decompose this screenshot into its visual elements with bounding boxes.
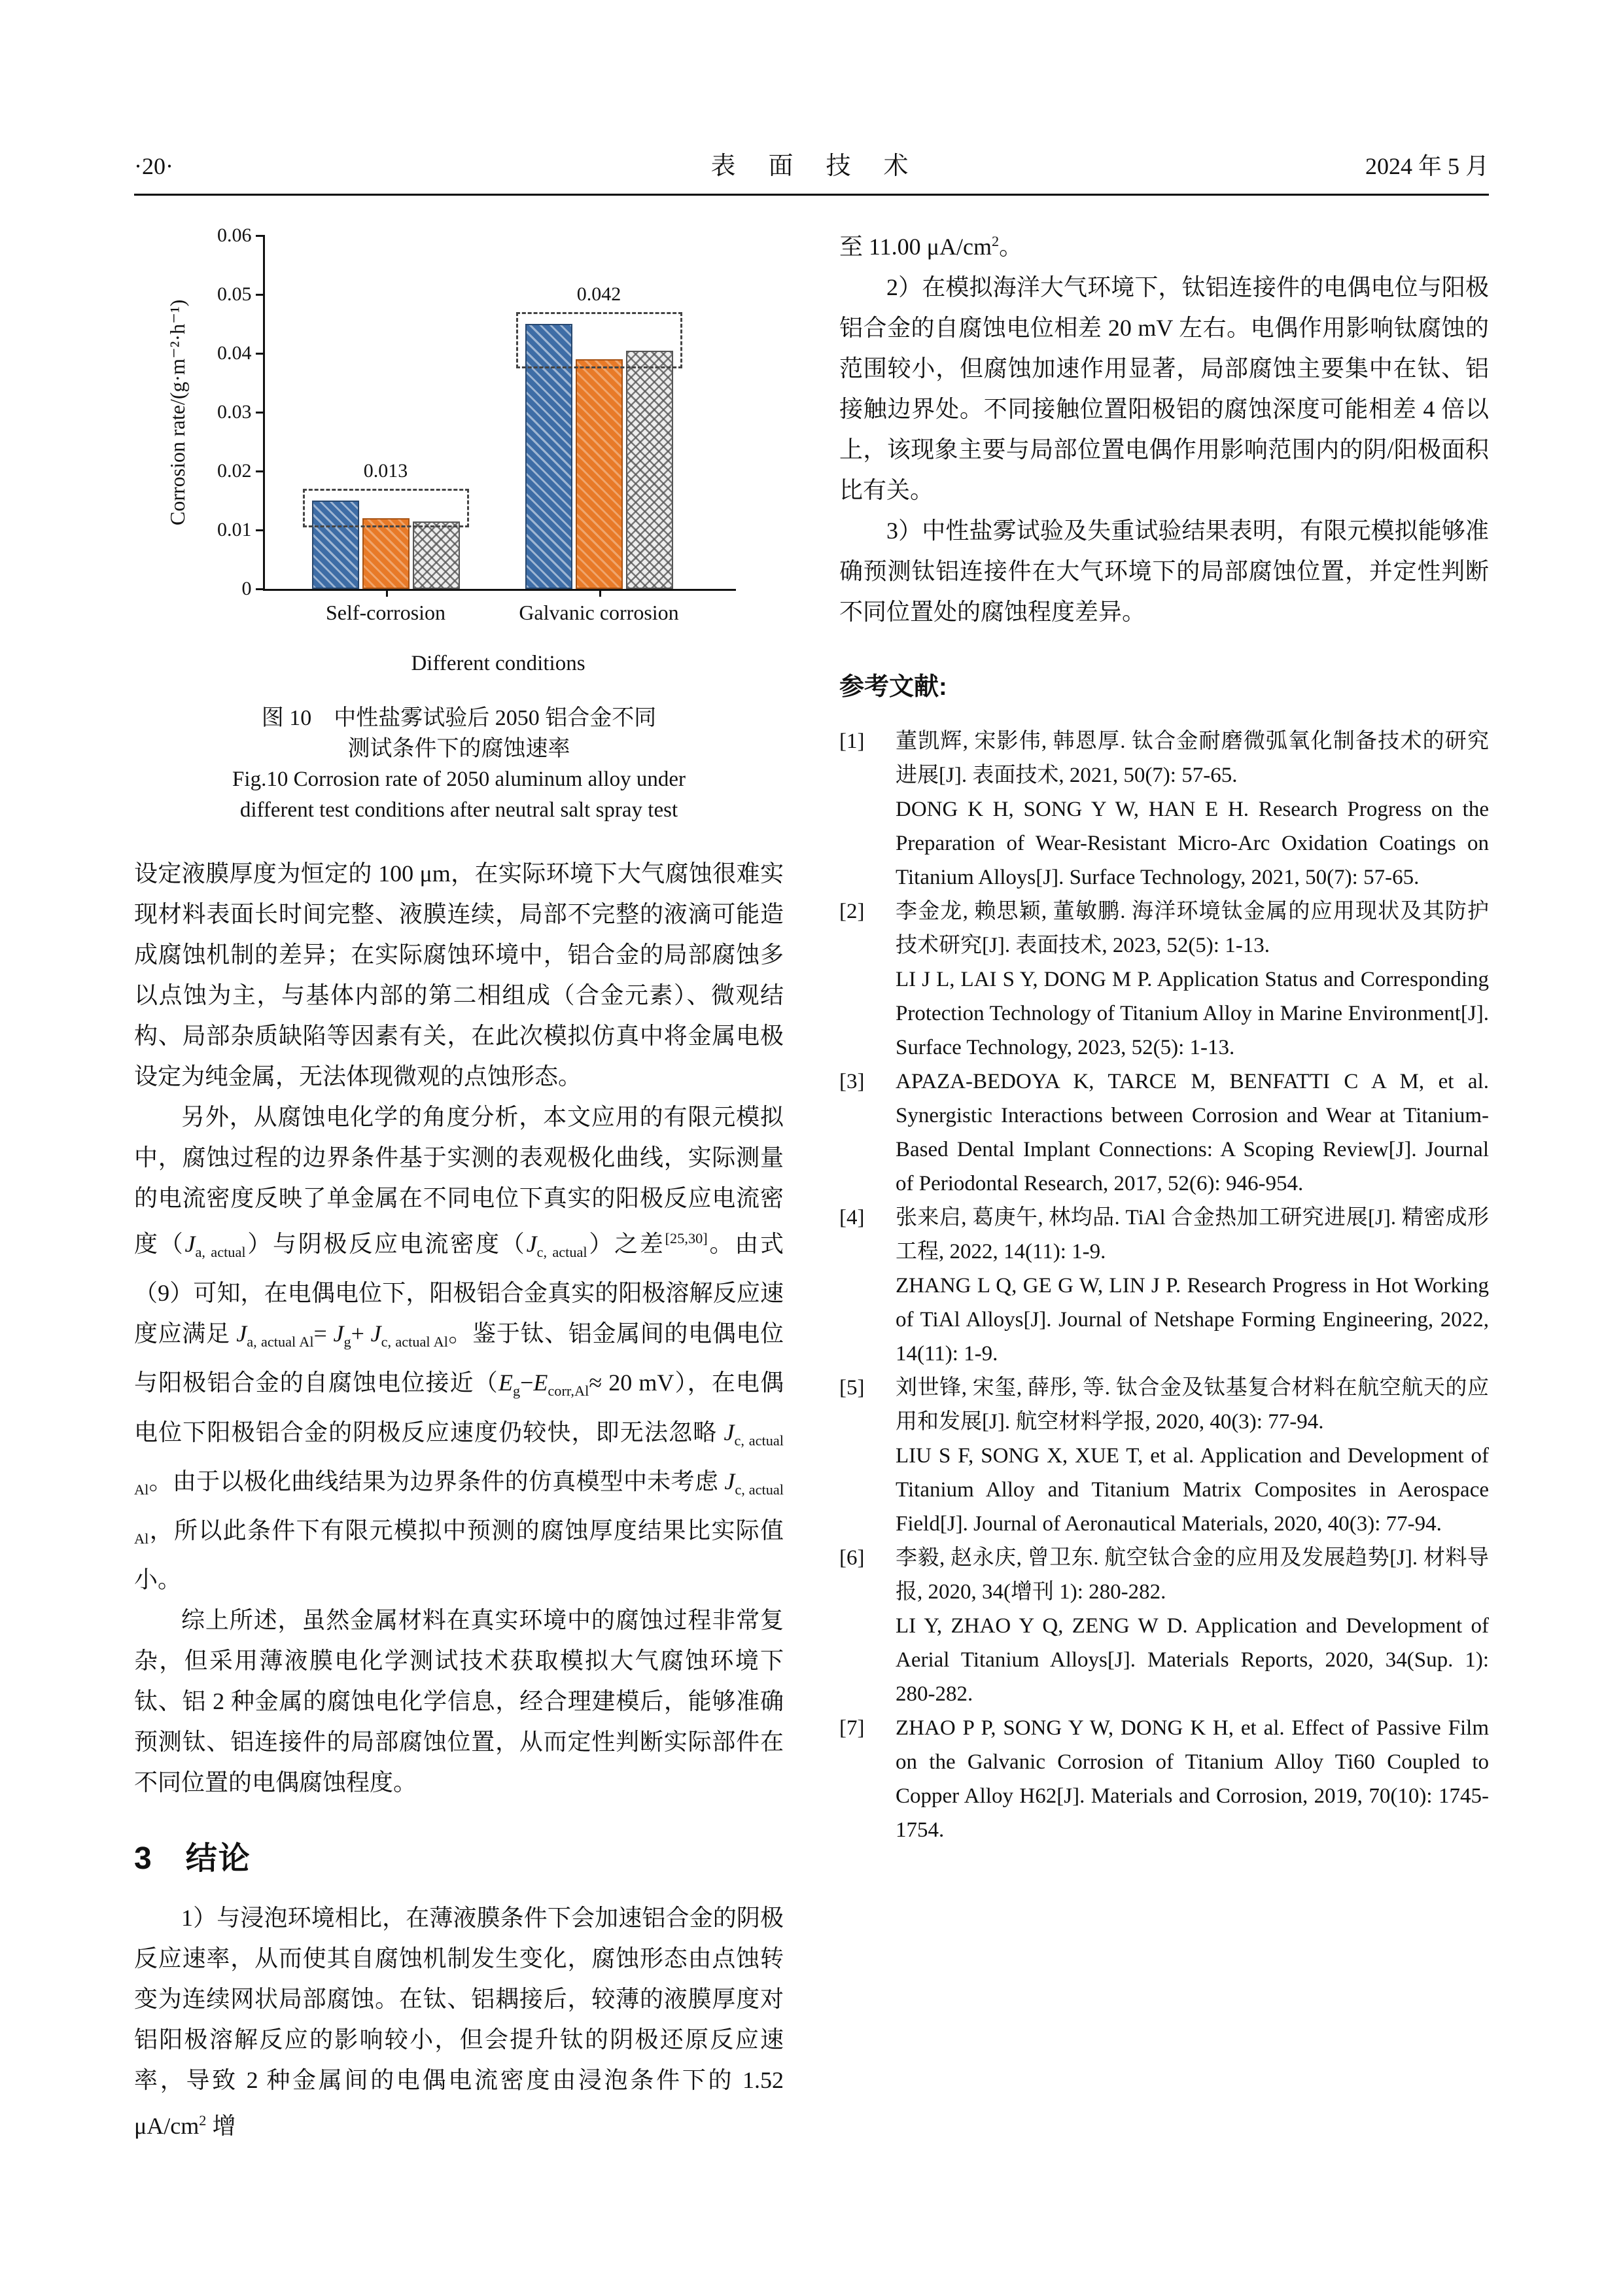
section-heading-conclusion: 3 结论 — [134, 1841, 251, 1877]
y-axis-tick — [256, 353, 265, 355]
reference-number: [5] — [839, 1376, 865, 1400]
references-list — [839, 724, 1489, 1847]
reference-body — [896, 1711, 1489, 1847]
x-axis-tick — [386, 589, 388, 597]
y-axis-tick-label: 0.05 — [217, 283, 252, 305]
header-rule — [134, 194, 1489, 196]
x-axis-category-label: Galvanic corrosion — [519, 601, 679, 624]
paragraph-conclusion-1: 1）与浸泡环境相比，在薄液膜条件下会加速铝合金的阴极反应速率，从而使其自腐蚀机制发生变化，腐蚀形态由点蚀转变为连续网状局部腐蚀。在钛、铝耦接后，较薄的液膜厚度对铝阳极溶解反应的影响较小，但会提升钛的阴极还原反应速率，导致 2 种金属间的电偶电流密度由浸泡条件下的 1.52 $\mu A/cm^2$ 增 — [134, 1905, 784, 2140]
reference-item — [839, 724, 1489, 894]
chart-plot-area — [217, 224, 736, 624]
figure-caption — [134, 703, 784, 826]
caption-zh-line1: 图 10 中性盐雾试验后 2050 铝合金不同 — [261, 706, 657, 730]
reference-number: [7] — [839, 1716, 865, 1740]
reference-text: 李毅, 赵永庆, 曾卫东. 航空钛合金的应用及发展趋势[J]. 材料导报, 2020, 34(增刊 1): 280-282. — [896, 1546, 1489, 1604]
reference-text: ZHANG L Q, GE G W, LIN J P. Research Progress in Hot Working of TiAl Alloys[J]. Journal of Netshape Forming Engineering, 2022, 14(11): 1-9. — [896, 1274, 1489, 1366]
y-axis-tick — [256, 235, 265, 237]
caption-en-line1: Fig.10 Corrosion rate of 2050 aluminum alloy under — [232, 768, 686, 791]
y-axis-tick — [256, 412, 265, 414]
reference-number: [3] — [839, 1070, 865, 1093]
page-number: ·20· — [134, 153, 173, 179]
annotation-value-label: 0.042 — [576, 283, 621, 305]
reference-text: DONG K H, SONG Y W, HAN E H. Research Progress on the Preparation of Wear-Resistant Micro-Arc Oxidation Coatings on Titanium Alloys[J]. Surface Technology, 2021, 50(7): 57-65. — [896, 798, 1489, 889]
y-axis-tick-label: 0.02 — [217, 460, 252, 482]
annotation-box-self-corrosion — [303, 489, 469, 527]
reference-item — [839, 1201, 1489, 1371]
y-axis-tick — [256, 294, 265, 296]
reference-item — [839, 1711, 1489, 1847]
reference-body — [896, 1371, 1489, 1541]
page-header — [134, 145, 1489, 181]
two-column-layout — [134, 221, 1489, 2211]
reference-body — [896, 1541, 1489, 1711]
reference-text: LI J L, LAI S Y, DONG M P. Application Status and Corresponding Protection Technology of Titanium Alloy in Marine Environment[J]. Surface Technology, 2023, 52(5): 1-13. — [896, 968, 1489, 1059]
bar-galvanic-corrosion-2 — [576, 359, 623, 589]
paragraph-electrochemistry: 另外，从腐蚀电化学的角度分析，本文应用的有限元模拟中，腐蚀过程的边界条件基于实测的表观极化曲线，实际测量的电流密度反映了单金属在不同电位下真实的阳极反应电流密度$(J_{a, actual})$与阴极反应电流密度$(J_{c, actual})$之差[25,30]。由式（9）可知，在电偶电位下，阳极铝合金真实的阳极溶解反应速度应满足 $J_{a, actual Al}= J_g+ J_{c, actual Al}$。鉴于钛、铝金属间的电偶电位与阳极铝合金的自腐蚀电位接近（$E_g-E_{corr,Al}\approx 20$ mV），在电偶电位下阳极铝合金的阴极反应速度仍较快，即无法忽略 $J_{c, actual Al}$。由于以极化曲线结果为边界条件的仿真模型中未考虑 $J_{c, actual Al}$，所以此条件下有限元模拟中预测的腐蚀厚度结果比实际值小。 — [134, 1104, 784, 1593]
x-axis-tick — [599, 589, 601, 597]
bar-self-corrosion-2 — [362, 518, 410, 589]
x-axis-category-label: Self-corrosion — [325, 601, 446, 624]
reference-body — [896, 1201, 1489, 1371]
reference-text: 董凯辉, 宋影伟, 韩恩厚. 钛合金耐磨微弧氧化制备技术的研究进展[J]. 表面技术, 2021, 50(7): 57-65. — [896, 730, 1489, 787]
paragraph-summary: 综上所述，虽然金属材料在真实环境中的腐蚀过程非常复杂，但采用薄液膜电化学测试技术获取模拟大气腐蚀环境下钛、铝 2 种金属的腐蚀电化学信息，经合理建模后，能够准确预测钛、铝连接件的局部腐蚀位置，从而定性判断实际部件在不同位置的电偶腐蚀程度。 — [134, 1607, 784, 1796]
reference-body — [896, 1065, 1489, 1201]
reference-text: LIU S F, SONG X, XUE T, et al. Application and Development of Titanium Alloy and Titanium Matrix Composites in Aerospace Field[J]. Journal of Aeronautical Materials, 2020, 40(3): 77-94. — [896, 1444, 1489, 1536]
references-heading: 参考文献: — [839, 673, 947, 701]
reference-item — [839, 1371, 1489, 1541]
reference-item — [839, 1065, 1489, 1201]
caption-zh-line2: 测试条件下的腐蚀速率 — [347, 737, 570, 761]
caption-en-line2: different test conditions after neutral salt spray test — [239, 798, 678, 822]
x-axis-label: Different conditions — [411, 652, 585, 675]
paragraph-film-thickness: 设定液膜厚度为恒定的 100 μm，在实际环境下大气腐蚀很难实现材料表面长时间完整、液膜连续，局部不完整的液滴可能造成腐蚀机制的差异；在实际腐蚀环境中，铝合金的局部腐蚀多以点蚀为主，与基体内部的第二相组成（合金元素）、微观结构、局部杂质缺陷等因素有关，在此次模拟仿真中将金属电极设定为纯金属，无法体现微观的点蚀形态。 — [134, 860, 784, 1089]
reference-number: [2] — [839, 900, 865, 923]
reference-number: [4] — [839, 1206, 865, 1229]
reference-item — [839, 894, 1489, 1065]
reference-number: [1] — [839, 730, 865, 753]
right-column — [839, 221, 1489, 2211]
reference-body — [896, 894, 1489, 1065]
issue-date: 2024 年 5 月 — [1365, 153, 1489, 179]
y-axis-tick — [256, 588, 265, 590]
reference-text: 刘世锋, 宋玺, 薛彤, 等. 钛合金及钛基复合材料在航空航天的应用和发展[J]. 航空材料学报, 2020, 40(3): 77-94. — [896, 1376, 1489, 1434]
y-axis-tick — [256, 529, 265, 531]
reference-text: 张来启, 葛庚午, 林均品. TiAl 合金热加工研究进展[J]. 精密成形工程, 2022, 14(11): 1-9. — [896, 1206, 1489, 1263]
y-axis-tick-label: 0.06 — [217, 224, 252, 246]
bar-self-corrosion-3 — [413, 521, 460, 590]
paragraph-continuation: 至 11.00 $\mu A/cm^2$。 — [839, 233, 1023, 260]
paragraph-conclusion-3: 3）中性盐雾试验及失重试验结果表明，有限元模拟能够准确预测钛铝连接件在大气环境下的局部腐蚀位置，并定性判断不同位置处的腐蚀程度差异。 — [839, 518, 1489, 625]
y-axis-label: Corrosion rate/(g·m⁻²·h⁻¹) — [165, 299, 189, 525]
y-axis-tick-label: 0.01 — [217, 519, 252, 540]
journal-title: 表 面 技 术 — [710, 152, 913, 180]
y-axis-tick-label: 0 — [241, 578, 252, 599]
y-axis-tick-label: 0.03 — [217, 401, 252, 423]
reference-text: 李金龙, 赖思颖, 董敏鹏. 海洋环境钛金属的应用现状及其防护技术研究[J]. 表面技术, 2023, 52(5): 1-13. — [896, 900, 1489, 957]
reference-body — [896, 724, 1489, 894]
bar-galvanic-corrosion-3 — [626, 351, 673, 590]
annotation-value-label: 0.013 — [363, 460, 408, 482]
annotation-box-galvanic-corrosion — [516, 312, 682, 368]
reference-text: LI Y, ZHAO Y Q, ZENG W D. Application and Development of Aerial Titanium Alloys[J]. Materials Reports, 2020, 34(Sup. 1): 280-282. — [896, 1614, 1489, 1706]
reference-number: [6] — [839, 1546, 865, 1570]
figure-10 — [134, 224, 784, 826]
left-column — [134, 221, 784, 2211]
paragraph-conclusion-2: 2）在模拟海洋大气环境下，钛铝连接件的电偶电位与阳极铝合金的自腐蚀电位相差 20 mV 左右。电偶作用影响钛腐蚀的范围较小，但腐蚀加速作用显著，局部腐蚀主要集中在钛、铝接触边界处。不同接触位置阳极铝的腐蚀深度可能相差 4 倍以上，该现象主要与局部位置电偶作用影响范围内的阴/阳极面积比有关。 — [839, 274, 1489, 503]
reference-item — [839, 1541, 1489, 1711]
reference-text: ZHAO P P, SONG Y W, DONG K H, et al. Effect of Passive Film on the Galvanic Corrosion of Titanium Alloy Ti60 Coupled to Copper Alloy H62[J]. Materials and Corrosion, 2019, 70(10): 1745-1754. — [896, 1716, 1489, 1842]
y-axis-tick — [256, 470, 265, 472]
bar-chart — [158, 224, 760, 686]
reference-text: APAZA-BEDOYA K, TARCE M, BENFATTI C A M, et al. Synergistic Interactions between Corrosion and Wear at Titanium-Based Dental Implant Connections: A Scoping Review[J]. Journal of Periodontal Research, 2017, 52(6): 946-954. — [896, 1070, 1489, 1195]
y-axis-tick-label: 0.04 — [217, 342, 252, 364]
